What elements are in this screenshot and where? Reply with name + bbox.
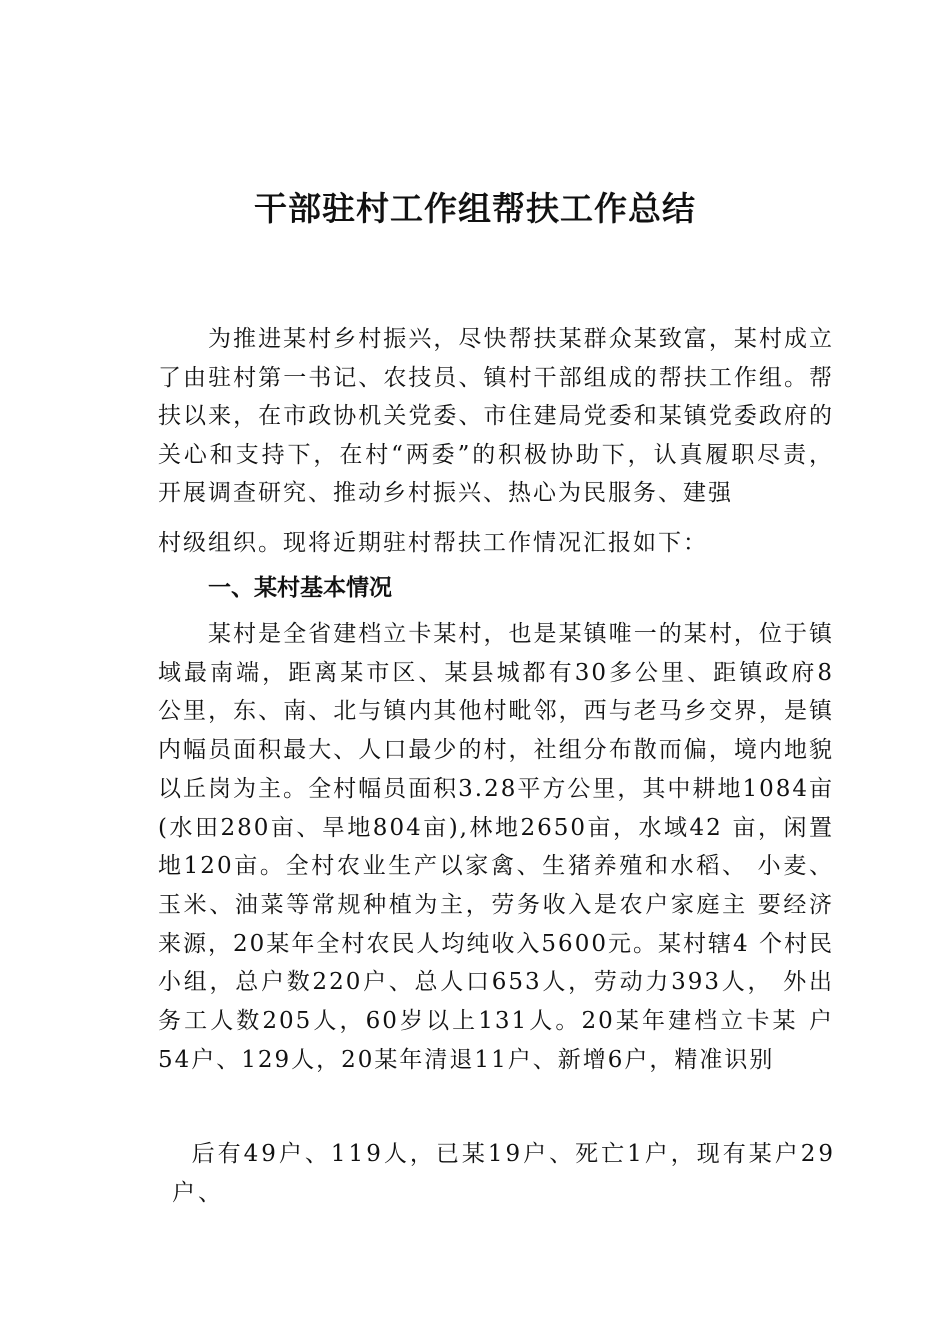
document-title: 干部驻村工作组帮扶工作总结	[254, 189, 696, 228]
section-heading: 一、某村基本情况	[208, 575, 392, 601]
intro-paragraph: 为推进某村乡村振兴，尽快帮扶某群众某致富，某村成立了由驻村第一书记、农技员、镇村干部组成的帮扶工作组。帮扶以来，在市政协机关党委、市住建局党委和某镇党委政府的关心和支持下，在村“两委”的积极协助下，认真履职尽责，开展调查研究、推动乡村振兴、热心为民服务、建强	[158, 326, 834, 506]
continuation-paragraph: 后有49户、119人，已某19户、死亡1户，现有某户29户、	[172, 1141, 836, 1206]
intro-paragraph-end: 村级组织。现将近期驻村帮扶工作情况汇报如下：	[158, 530, 708, 556]
basic-info-paragraph: 某村是全省建档立卡某村，也是某镇唯一的某村，位于镇域最南端，距离某市区、某县城都有30多公里、距镇政府8 公里，东、南、北与镇内其他村毗邻，西与老马乡交界，是镇内幅员面积最大、人口最少的村，社组分布散而偏，境内地貌以丘岗为主。全村幅员面积3.28平方公里，其中耕地1084亩(水田280亩、旱地804亩),林地2650亩，水域42 亩，闲置地120亩。全村农业生产以家禽、生猪养殖和水稻、 小麦、玉米、油菜等常规种植为主，劳务收入是农户家庭主 要经济来源，20某年全村农民人均纯收入5600元。某村辖4 个村民小组，总户数220户、总人口653人，劳动力393人， 外出务工人数205人，60岁以上131人。20某年建档立卡某 户54户、129人，20某年清退11户、新增6户，精准识别	[158, 621, 834, 1073]
